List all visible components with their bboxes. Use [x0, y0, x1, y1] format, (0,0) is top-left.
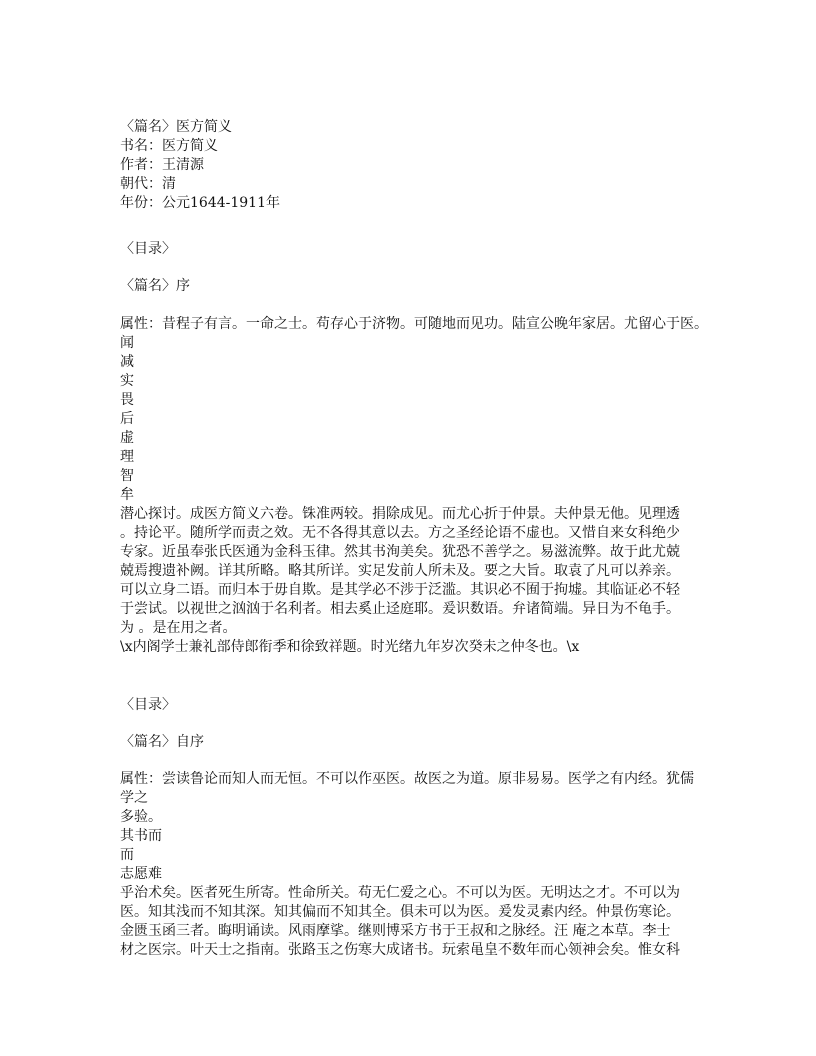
text-line: 多验。: [120, 809, 162, 825]
text-line: 后: [120, 411, 134, 427]
toc-label: 〈目录〉: [120, 241, 176, 257]
text-line: 虚: [120, 430, 134, 446]
text-line: 闻: [120, 335, 134, 351]
chapter-label: 〈篇名〉自序: [120, 734, 204, 750]
book-name: 书名：医方简义: [120, 138, 218, 154]
text-line: 乎治术矣。医者死生所寄。性命所关。苟无仁爱之心。不可以为医。无明达之才。不可以为: [120, 885, 680, 901]
text-line: 牟: [120, 487, 134, 503]
text-line: 可以立身二语。而归本于毋自欺。是其学必不涉于泛滥。其识必不囿于拘墟。其临证必不轻: [120, 582, 680, 598]
text-line: 材之医宗。叶天士之指南。张路玉之伤寒大成诸书。玩索黾皇不数年而心领神会矣。惟女科: [120, 942, 680, 958]
chapter-heading-self-preface: [120, 733, 760, 752]
book-metadata: [120, 118, 760, 213]
text-line: 实: [120, 373, 134, 389]
preface-body: [120, 315, 760, 657]
text-line: \x内阁学士兼礼部侍郎衔季和徐致祥题。时光绪九年岁次癸未之仲冬也。\x: [120, 639, 580, 655]
title-line: 〈篇名〉医方简义: [120, 119, 232, 135]
text-line: 属性：尝读鲁论而知人而无恒。不可以作巫医。故医之为道。原非易易。医学之有内经。犹儒: [120, 771, 694, 787]
text-line: 于尝试。以视世之汹汹于名利者。相去奚止迳庭耶。爰识数语。弁诸简端。异日为不龟手。: [120, 601, 680, 617]
dynasty: 朝代：清: [120, 176, 176, 192]
years: 年份：公元1644-1911年: [120, 195, 280, 211]
toc-label: 〈目录〉: [120, 697, 176, 713]
chapter-heading-preface: [120, 277, 760, 296]
text-line: 而: [120, 847, 134, 863]
text-line: 医。知其浅而不知其深。知其偏而不知其全。俱未可以为医。爰发灵素内经。仲景伤寒论。: [120, 904, 680, 920]
text-line: 为 。是在用之者。: [120, 620, 237, 636]
text-line: 畏: [120, 392, 134, 408]
text-line: 兢焉搜遗补阙。详其所略。略其所详。实足发前人所未及。要之大旨。取袁了凡可以养亲。: [120, 563, 680, 579]
text-line: 学之: [120, 790, 148, 806]
text-line: 减: [120, 354, 134, 370]
text-line: 金匮玉函三者。晦明诵读。风雨摩挲。继则博采方书于王叔和之脉经。汪 庵之本草。李士: [120, 923, 671, 939]
text-line: 其书而: [120, 828, 162, 844]
text-line: 理: [120, 449, 134, 465]
text-line: 专家。近虽奉张氏医通为金科玉律。然其书洵美矣。犹恐不善学之。易滋流弊。故于此尤兢: [120, 544, 680, 560]
chapter-label: 〈篇名〉序: [120, 278, 190, 294]
text-line: 志愿难: [120, 866, 162, 882]
self-preface-body: [120, 770, 760, 960]
text-line: 属性：昔程子有言。一命之士。苟存心于济物。可随地而见功。陆宣公晚年家居。尤留心于医。: [120, 316, 708, 332]
text-line: 智: [120, 468, 134, 484]
toc-heading-1: [120, 240, 760, 259]
text-line: 潜心探讨。成医方简义六卷。铢准两较。捐除成见。而尤心折于仲景。夫仲景无他。见理透: [120, 506, 680, 522]
text-line: 。持论平。随所学而责之效。无不各得其意以去。方之圣经论语不虚也。又惜自来女科绝少: [120, 525, 680, 541]
author: 作者：王清源: [120, 157, 204, 173]
toc-heading-2: [120, 696, 760, 715]
